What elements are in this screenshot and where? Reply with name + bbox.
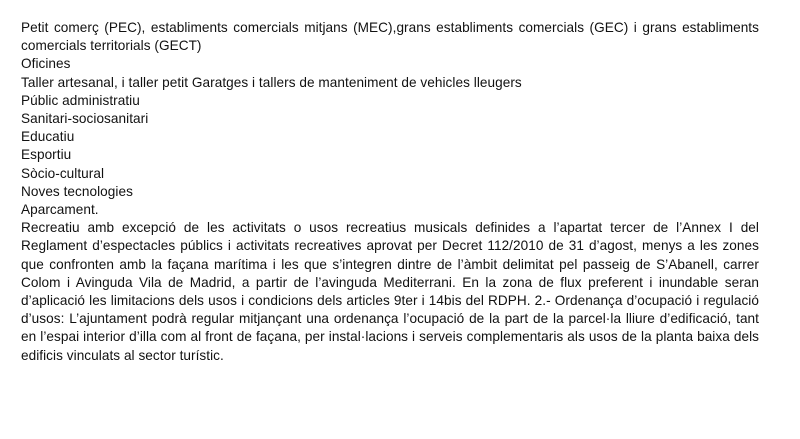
list-item-oficines: Oficines [21,56,71,72]
list-item-noves-tecnologies: Noves tecnologies [21,183,133,199]
list-item-socio-cultural: Sòcio-cultural [21,165,105,181]
list-item-taller: Taller artesanal, i taller petit Garatges i tallers de manteniment de vehicles lleugers [21,74,522,90]
list-item-aparcament: Aparcament. [21,202,99,218]
body-paragraph: Recreatiu amb excepció de les activitats o usos recreatius musicals definides a l’apartat tercer de l’Annex I del Reglament d’espectacles públics i activitats recreatives aprovat per Decret 112/2010 de 31 d’agost, menys a les zones que confronten amb la façana marítima i les que s’integren dintre de l’àmbit delimitat pel passeig de S’Abanell, carrer Colom i Avinguda Vila de Madrid, a partir de l’avinguda Mediterrani. En la zona de flux preferent i inundable seran d’aplicació les limitacions dels usos i condicions dels articles 9ter i 14bis del RDPH. 2.- Ordenança d’ocupació i regulació d’usos: L’ajuntament podrà regular mitjançant una ordenança l’ocupació de la part de la parcel·la lliure d’edificació, tant en l’espai interior d’illa com al front de façana, per instal·lacions i serveis complementaris als usos de la planta baixa dels edificis vinculats al sector turístic. [21,220,759,363]
list-item-sanitari: Sanitari-sociosanitari [21,111,149,127]
document-text [21,19,759,365]
list-item-esportiu: Esportiu [21,147,72,163]
list-item-public-administratiu: Públic administratiu [21,92,140,108]
list-item-educatiu: Educatiu [21,129,75,145]
intro-paragraph: Petit comerç (PEC), establiments comercials mitjans (MEC),grans establiments comercials (GEC) i grans establiments comercials territorials (GECT) [21,20,759,54]
